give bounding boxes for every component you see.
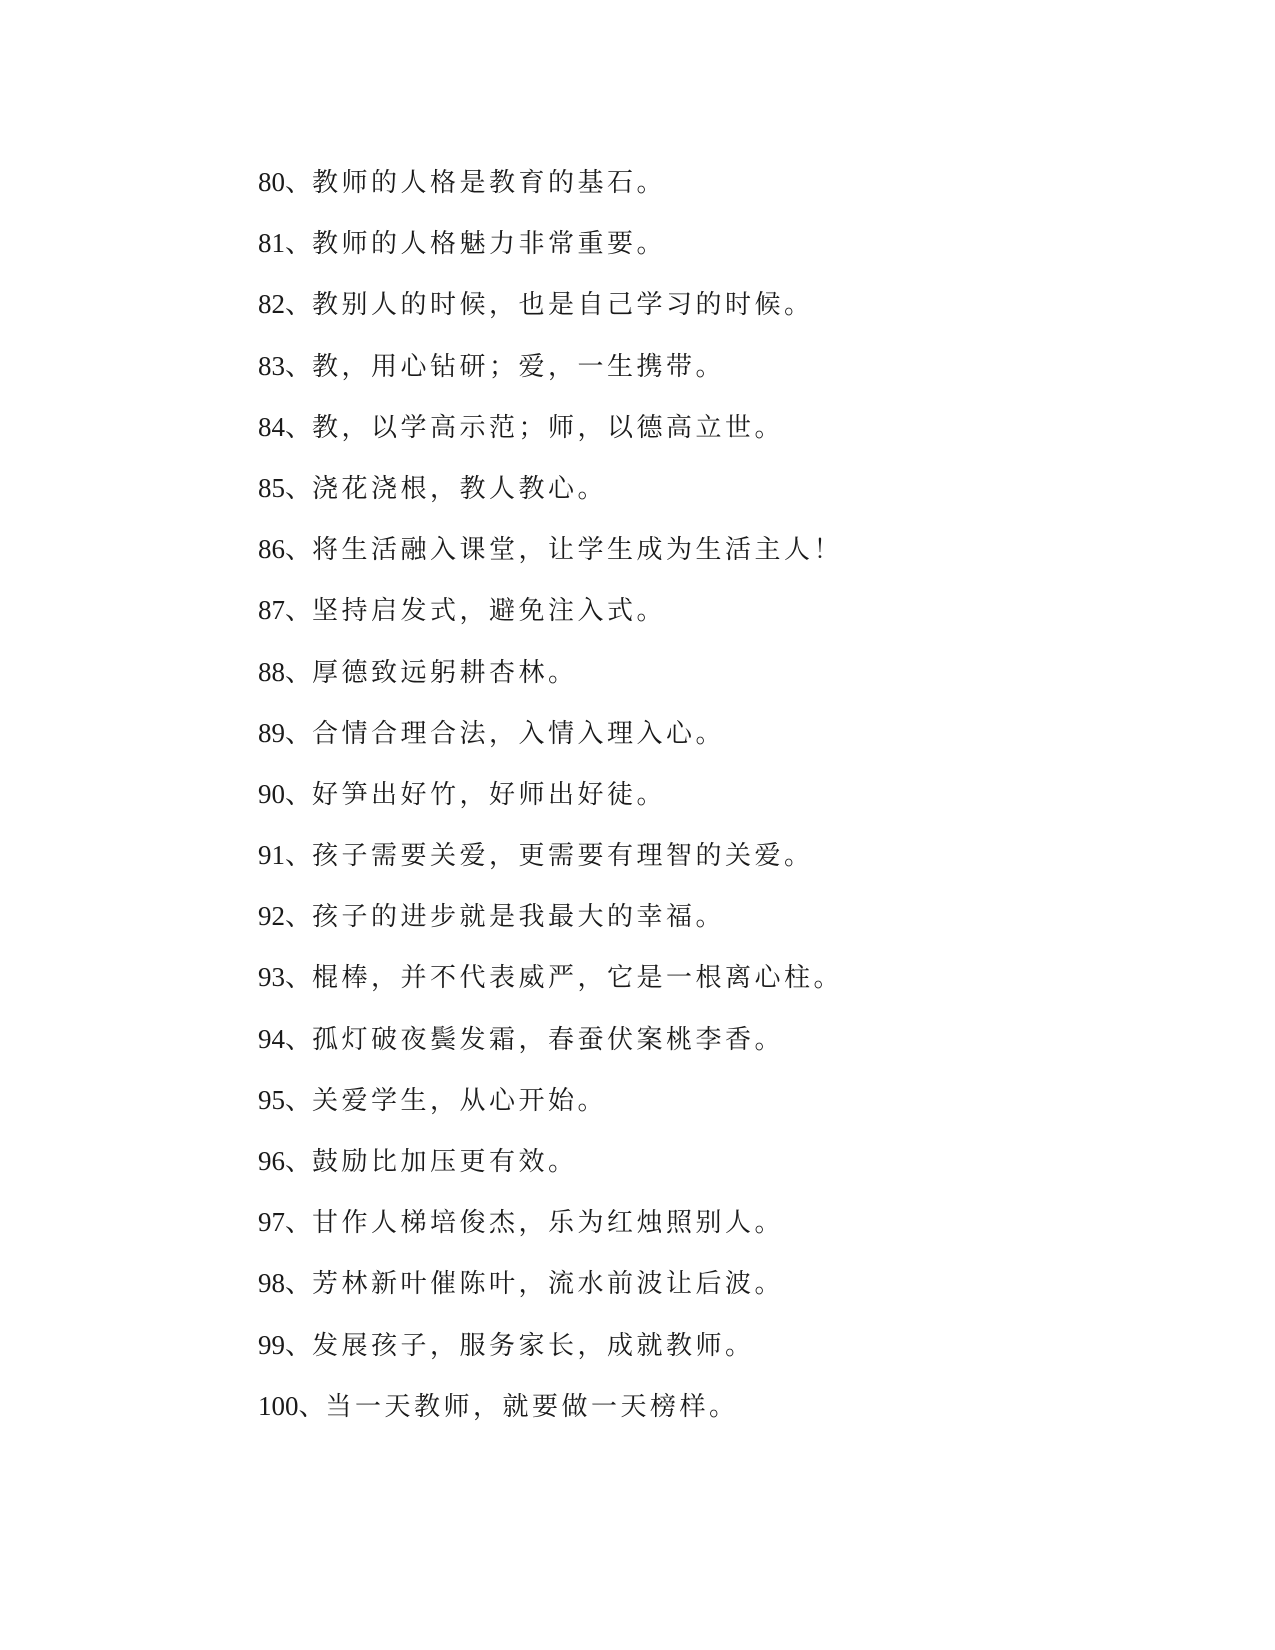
- item-text: 棍棒，并不代表威严，它是一根离心柱。: [312, 963, 844, 994]
- item-number: 96、: [258, 1146, 312, 1176]
- item-number: 98、: [258, 1268, 312, 1299]
- item-number: 86、: [258, 534, 312, 565]
- item-text: 教，以学高示范；师，以德高立世。: [312, 412, 785, 443]
- list-item: [258, 652, 843, 713]
- quote-list: [258, 162, 843, 1447]
- list-item: [258, 1325, 843, 1386]
- item-number: 88、: [258, 656, 312, 687]
- item-text: 教师的人格是教育的基石。: [312, 168, 667, 198]
- item-text: 教，用心钻研；爱，一生携带。: [312, 351, 726, 382]
- item-number: 87、: [258, 595, 312, 626]
- item-text: 将生活融入课堂，让学生成为生活主人！: [312, 535, 844, 566]
- item-number: 94、: [258, 1023, 312, 1054]
- item-text: 合情合理合法，入情入理入心。: [312, 718, 726, 749]
- item-text: 教师的人格魅力非常重要。: [312, 229, 667, 260]
- list-item: [258, 1019, 843, 1080]
- item-number: 82、: [258, 289, 312, 320]
- item-number: 83、: [258, 350, 312, 381]
- item-number: 81、: [258, 228, 312, 259]
- item-text: 孤灯破夜鬓发霜，春蚕伏案桃李香。: [312, 1024, 785, 1055]
- list-item: [258, 223, 843, 284]
- item-text: 鼓励比加压更有效。: [312, 1147, 578, 1177]
- item-text: 当一天教师，就要做一天榜样。: [325, 1391, 739, 1422]
- item-number: 92、: [258, 901, 312, 932]
- item-text: 好笋出好竹，好师出好徒。: [312, 779, 667, 810]
- item-text: 关爱学生，从心开始。: [312, 1085, 608, 1116]
- list-item: [258, 529, 843, 590]
- item-text: 厚德致远躬耕杏林。: [312, 657, 578, 688]
- item-number: 90、: [258, 778, 312, 809]
- item-number: 99、: [258, 1329, 312, 1360]
- item-text: 孩子的进步就是我最大的幸福。: [312, 902, 726, 933]
- list-item: [258, 162, 843, 223]
- item-number: 97、: [258, 1207, 312, 1238]
- item-text: 孩子需要关爱，更需要有理智的关爱。: [312, 841, 814, 872]
- item-number: 95、: [258, 1084, 312, 1115]
- list-item: [258, 957, 843, 1018]
- list-item: [258, 1263, 843, 1324]
- list-item: [258, 1202, 843, 1263]
- item-number: 93、: [258, 962, 312, 993]
- item-number: 80、: [258, 167, 312, 197]
- list-item: [258, 1141, 843, 1202]
- list-item: [258, 896, 843, 957]
- list-item: [258, 1386, 843, 1447]
- item-number: 100、: [258, 1390, 326, 1421]
- item-number: 89、: [258, 717, 312, 748]
- item-text: 教别人的时候，也是自己学习的时候。: [312, 290, 814, 321]
- item-number: 91、: [258, 840, 312, 871]
- item-text: 坚持启发式，避免注入式。: [312, 596, 667, 627]
- item-text: 发展孩子，服务家长，成就教师。: [312, 1330, 755, 1361]
- item-text: 浇花浇根，教人教心。: [312, 473, 608, 504]
- list-item: [258, 407, 843, 468]
- list-item: [258, 774, 843, 835]
- list-item: [258, 590, 843, 651]
- item-text: 甘作人梯培俊杰，乐为红烛照别人。: [312, 1208, 785, 1239]
- list-item: [258, 346, 843, 407]
- item-number: 85、: [258, 472, 312, 503]
- item-number: 84、: [258, 411, 312, 442]
- list-item: [258, 468, 843, 529]
- list-item: [258, 835, 843, 896]
- list-item: [258, 284, 843, 345]
- list-item: [258, 713, 843, 774]
- item-text: 芳林新叶催陈叶，流水前波让后波。: [312, 1269, 785, 1300]
- list-item: [258, 1080, 843, 1141]
